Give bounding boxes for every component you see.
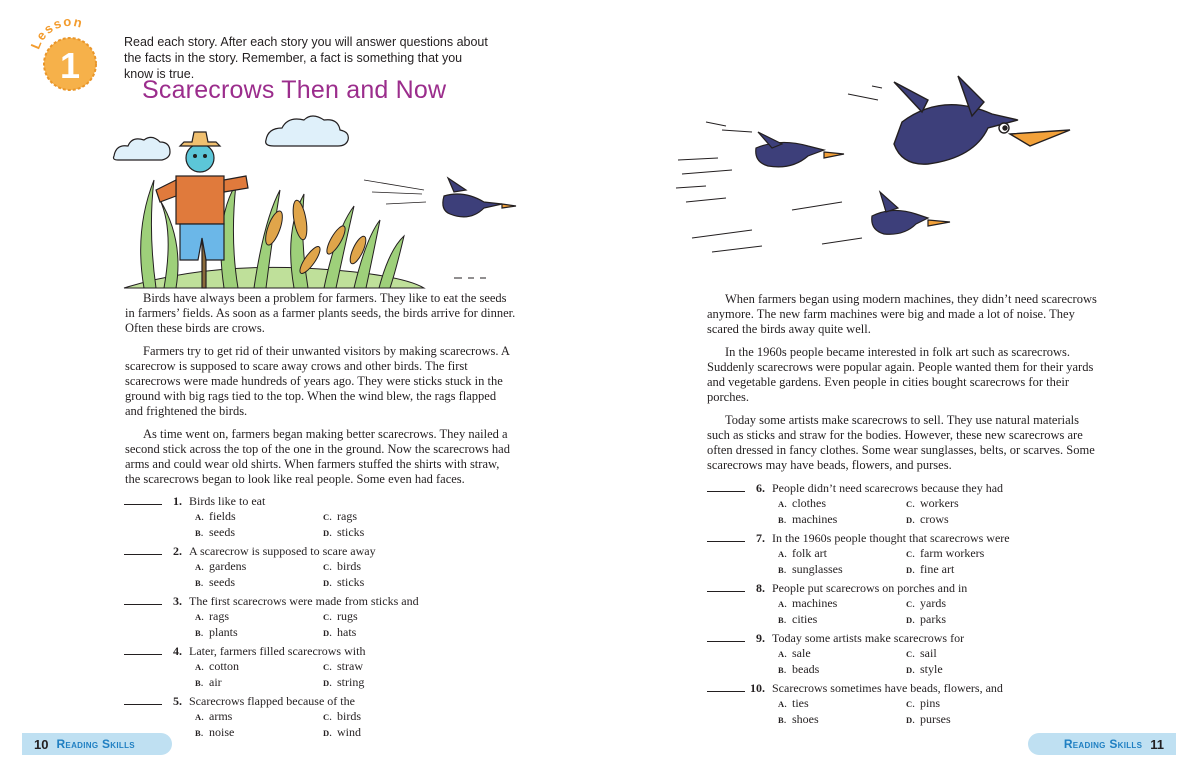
option-text: fields	[209, 509, 236, 523]
answer-option-b	[778, 612, 906, 628]
option-text: clothes	[792, 496, 826, 510]
answer-option-d	[906, 662, 1034, 678]
answer-option-b	[195, 675, 323, 691]
question-item	[707, 680, 1147, 728]
answer-blank[interactable]	[124, 543, 162, 555]
answer-blank[interactable]	[124, 593, 162, 605]
answer-option-a	[195, 659, 323, 675]
answer-blank[interactable]	[707, 530, 745, 542]
option-letter: C.	[906, 599, 915, 609]
question-number: 1.	[173, 494, 182, 508]
story-paragraph: As time went on, farmers began making better scarecrows. They nailed a second stick across the top of the one in the ground. Now the scarecrows had arms and could wear old shirts. When farmers stuffed the shirts with straw, the scarecrows began to look like real people. Some even had faces.	[125, 427, 510, 486]
option-letter: B.	[778, 615, 787, 625]
question-item	[707, 630, 1147, 678]
question-stem	[124, 543, 544, 559]
question-number: 5.	[173, 694, 182, 708]
footer-left	[22, 733, 172, 755]
answer-options	[195, 659, 544, 691]
answer-option-d	[323, 625, 451, 641]
answer-options	[778, 646, 1147, 678]
answer-option-c	[323, 609, 451, 625]
answer-option-b	[195, 625, 323, 641]
question-number: 8.	[756, 581, 765, 595]
answer-option-a	[778, 596, 906, 612]
option-text: yards	[920, 596, 946, 610]
option-letter: A.	[778, 499, 787, 509]
option-letter: B.	[195, 728, 204, 738]
option-letter: D.	[323, 578, 332, 588]
question-item	[124, 693, 544, 741]
question-stem	[707, 680, 1147, 696]
question-stem	[707, 530, 1147, 546]
option-text: sail	[920, 646, 937, 660]
option-text: beads	[792, 662, 820, 676]
question-text: The first scarecrows were made from sticks and	[189, 594, 419, 608]
lesson-label: Lesson	[28, 14, 85, 52]
answer-option-c	[323, 709, 451, 725]
option-text: birds	[337, 559, 361, 573]
cloud-icon	[114, 137, 171, 160]
option-letter: C.	[323, 512, 332, 522]
option-text: sticks	[337, 575, 365, 589]
option-text: machines	[792, 512, 838, 526]
question-text: A scarecrow is supposed to scare away	[189, 544, 376, 558]
option-text: birds	[337, 709, 361, 723]
story-paragraph: When farmers began using modern machines, they didn’t need scarecrows anymore. The new farm machines were big and made a lot of noise. They scared the birds away quite well.	[707, 292, 1097, 336]
option-letter: D.	[906, 565, 915, 575]
scarecrow-field-illustration	[104, 110, 524, 290]
option-letter: A.	[778, 549, 787, 559]
answer-option-c	[906, 696, 1034, 712]
answer-option-a	[195, 609, 323, 625]
answer-option-d	[906, 612, 1034, 628]
answer-options	[778, 696, 1147, 728]
question-number: 3.	[173, 594, 182, 608]
option-letter: B.	[195, 678, 204, 688]
answer-option-d	[323, 675, 451, 691]
option-text: rags	[209, 609, 229, 623]
answer-option-b	[195, 525, 323, 541]
option-letter: C.	[323, 712, 332, 722]
option-letter: C.	[906, 649, 915, 659]
questions-right	[707, 480, 1147, 730]
option-letter: D.	[906, 515, 915, 525]
answer-option-a	[195, 709, 323, 725]
option-letter: A.	[195, 562, 204, 572]
answer-options	[195, 609, 544, 641]
story-paragraph: Farmers try to get rid of their unwanted visitors by making scarecrows. A scarecrow is supposed to scare away crows and other birds. The first scarecrows were made hundreds of years ago. They were sticks stuck in the ground with big rags tied to the top. When the wind blew, the rags flapped and frightened the birds.	[125, 344, 510, 418]
option-letter: B.	[195, 578, 204, 588]
option-text: farm workers	[920, 546, 985, 560]
option-letter: B.	[778, 565, 787, 575]
answer-option-d	[323, 575, 451, 591]
lesson-badge	[28, 14, 112, 98]
answer-option-a	[778, 496, 906, 512]
answer-option-b	[778, 712, 906, 728]
question-text: Scarecrows flapped because of the	[189, 694, 355, 708]
question-item	[707, 580, 1147, 628]
option-text: sticks	[337, 525, 365, 539]
option-text: folk art	[792, 546, 827, 560]
crow-icon	[894, 76, 1070, 164]
option-letter: D.	[323, 678, 332, 688]
answer-option-b	[778, 512, 906, 528]
answer-blank[interactable]	[707, 480, 745, 492]
story-paragraph: Birds have always been a problem for farmers. They like to eat the seeds in farmers’ fields. As soon as a farmer plants seeds, the birds arrive for dinner. Often these birds are crows.	[125, 291, 516, 335]
question-item	[124, 543, 544, 591]
option-letter: A.	[195, 612, 204, 622]
answer-option-a	[778, 646, 906, 662]
question-stem	[124, 693, 544, 709]
page-number: 11	[1150, 736, 1164, 752]
answer-option-d	[906, 562, 1034, 578]
answer-options	[195, 509, 544, 541]
option-text: cities	[792, 612, 818, 626]
answer-option-c	[906, 596, 1034, 612]
option-letter: C.	[906, 499, 915, 509]
option-letter: A.	[195, 712, 204, 722]
option-letter: C.	[323, 662, 332, 672]
option-letter: B.	[778, 515, 787, 525]
option-text: ties	[792, 696, 809, 710]
answer-option-b	[778, 562, 906, 578]
option-text: shoes	[792, 712, 819, 726]
option-letter: C.	[323, 562, 332, 572]
answer-blank[interactable]	[707, 680, 745, 692]
answer-option-b	[195, 575, 323, 591]
answer-option-c	[906, 546, 1034, 562]
crow-icon	[364, 178, 516, 217]
option-letter: A.	[195, 512, 204, 522]
question-number: 2.	[173, 544, 182, 558]
question-text: In the 1960s people thought that scarecrows were	[772, 531, 1010, 545]
option-text: workers	[920, 496, 959, 510]
question-stem	[124, 643, 544, 659]
answer-blank[interactable]	[707, 580, 745, 592]
question-stem	[707, 580, 1147, 596]
answer-option-c	[323, 509, 451, 525]
option-text: plants	[209, 625, 238, 639]
answer-option-d	[323, 525, 451, 541]
option-letter: D.	[906, 615, 915, 625]
answer-option-c	[906, 646, 1034, 662]
question-number: 9.	[756, 631, 765, 645]
answer-option-c	[906, 496, 1034, 512]
option-letter: C.	[906, 699, 915, 709]
answer-option-b	[195, 725, 323, 741]
motion-lines	[676, 86, 882, 252]
question-number: 6.	[756, 481, 765, 495]
answer-option-a	[778, 696, 906, 712]
question-text: Today some artists make scarecrows for	[772, 631, 965, 645]
footer-right	[1028, 733, 1176, 755]
option-letter: A.	[778, 699, 787, 709]
option-text: pins	[920, 696, 941, 710]
answer-option-c	[323, 559, 451, 575]
answer-option-d	[906, 712, 1034, 728]
crow-icon	[756, 132, 844, 167]
option-text: style	[920, 662, 943, 676]
footer-label: Reading Skills	[56, 737, 135, 751]
question-item	[124, 493, 544, 541]
lesson-badge-graphic	[28, 14, 112, 98]
option-letter: D.	[323, 728, 332, 738]
option-text: sale	[792, 646, 811, 660]
option-text: noise	[209, 725, 235, 739]
option-text: air	[209, 675, 222, 689]
option-text: rugs	[337, 609, 358, 623]
answer-options	[778, 546, 1147, 578]
page-title: Scarecrows Then and Now	[142, 76, 447, 104]
option-text: wind	[337, 725, 361, 739]
question-item	[124, 643, 544, 691]
crow-icon	[872, 192, 950, 234]
question-text: Birds like to eat	[189, 494, 266, 508]
footer-label: Reading Skills	[1063, 737, 1143, 751]
option-letter: B.	[778, 665, 787, 675]
story-left	[125, 291, 517, 495]
cloud-icon	[266, 116, 349, 146]
option-text: machines	[792, 596, 838, 610]
instructions: Read each story. After each story you will answer questions about the facts in the story. Remember, a fact is something that you know is true.	[124, 35, 488, 81]
option-letter: B.	[778, 715, 787, 725]
question-stem	[707, 480, 1147, 496]
question-stem	[124, 493, 544, 509]
question-number: 7.	[756, 531, 765, 545]
page-number: 10	[34, 736, 49, 752]
option-text: cotton	[209, 659, 239, 673]
option-text: gardens	[209, 559, 247, 573]
option-letter: C.	[906, 549, 915, 559]
option-letter: D.	[323, 628, 332, 638]
lesson-number: 1	[59, 45, 81, 86]
option-text: fine art	[920, 562, 955, 576]
option-letter: D.	[323, 528, 332, 538]
answer-options	[778, 496, 1147, 528]
option-text: sunglasses	[792, 562, 843, 576]
option-text: string	[337, 675, 365, 689]
story-paragraph: Today some artists make scarecrows to sell. They use natural materials such as sticks and straw for the bodies. However, these new scarecrows are often dressed in fancy clothes. Some wear sunglasses, belts, or scarves. Some scarecrows may have beads, flowers, and purses.	[707, 413, 1095, 472]
question-stem	[124, 593, 544, 609]
answer-options	[778, 596, 1147, 628]
option-text: purses	[920, 712, 951, 726]
option-text: rags	[337, 509, 357, 523]
answer-option-a	[195, 509, 323, 525]
answer-option-b	[778, 662, 906, 678]
question-text: People didn’t need scarecrows because they had	[772, 481, 1004, 495]
answer-options	[195, 709, 544, 741]
option-letter: A.	[778, 599, 787, 609]
option-letter: D.	[906, 715, 915, 725]
option-letter: A.	[778, 649, 787, 659]
option-letter: D.	[906, 665, 915, 675]
answer-option-d	[323, 725, 451, 741]
question-text: People put scarecrows on porches and in	[772, 581, 968, 595]
answer-blank[interactable]	[124, 493, 162, 505]
answer-options	[195, 559, 544, 591]
question-item	[707, 480, 1147, 528]
question-text: Later, farmers filled scarecrows with	[189, 644, 366, 658]
answer-option-c	[323, 659, 451, 675]
option-text: crows	[920, 512, 949, 526]
option-letter: A.	[195, 662, 204, 672]
question-number: 4.	[173, 644, 182, 658]
answer-option-a	[195, 559, 323, 575]
questions-left	[124, 493, 544, 743]
option-letter: B.	[195, 628, 204, 638]
question-item	[124, 593, 544, 641]
question-text: Scarecrows sometimes have beads, flowers, and	[772, 681, 1003, 695]
question-stem	[707, 630, 1147, 646]
answer-option-a	[778, 546, 906, 562]
option-text: hats	[337, 625, 357, 639]
crows-illustration	[672, 62, 1092, 262]
question-item	[707, 530, 1147, 578]
answer-blank[interactable]	[124, 693, 162, 705]
option-text: seeds	[209, 525, 235, 539]
option-letter: B.	[195, 528, 204, 538]
option-letter: C.	[323, 612, 332, 622]
option-text: seeds	[209, 575, 235, 589]
option-text: parks	[920, 612, 946, 626]
story-paragraph: In the 1960s people became interested in folk art such as scarecrows. Suddenly scarecrows were popular again. People wanted them for their yards and vegetable gardens. Even people in cities bought scarecrows for their porches.	[707, 345, 1094, 404]
question-number: 10.	[750, 681, 765, 695]
answer-blank[interactable]	[124, 643, 162, 655]
story-right	[707, 292, 1099, 481]
answer-blank[interactable]	[707, 630, 745, 642]
option-text: arms	[209, 709, 233, 723]
answer-option-d	[906, 512, 1034, 528]
option-text: straw	[337, 659, 363, 673]
